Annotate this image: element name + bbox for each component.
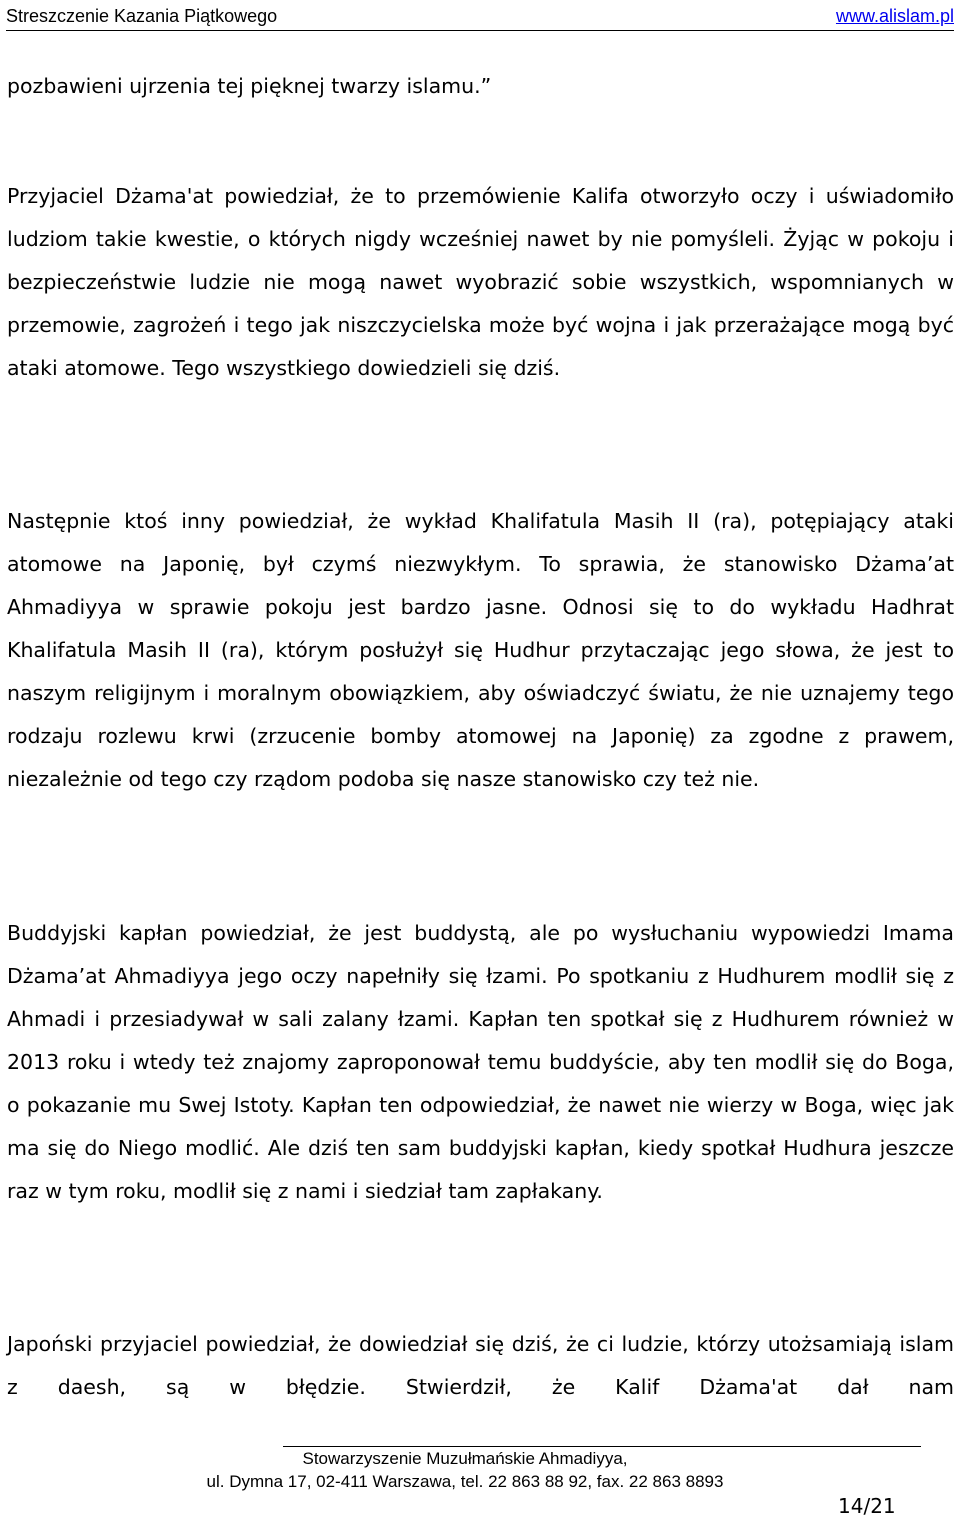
- paragraph-2: Przyjaciel Dżama'at powiedział, że to przemówienie Kalifa otworzyło oczy i uświadomiło ludziom takie kwestie, o których nigdy wcześniej nawet by nie pomyśleli. Żyjąc w pokoju i bezpieczeństwie ludzie nie mogą nawet wyobrazić sobie wszystkich, wspomnianych w przemowie, zagrożeń i tego jak niszczycielska może być wojna i jak przerażające mogą być ataki atomowe. Tego wszystkiego dowiedzieli się dziś.: [7, 184, 954, 380]
- paragraph-1: pozbawieni ujrzenia tej pięknej twarzy islamu.”: [7, 74, 492, 98]
- page-header: [6, 4, 954, 31]
- paragraph-5: Japoński przyjaciel powiedział, że dowiedział się dziś, że ci ludzie, którzy utożsamiają islam z daesh, są w błędzie. Stwierdził, że Kalif Dżama'at dał nam: [7, 1332, 954, 1399]
- document-title: Streszczenie Kazania Piątkowego: [6, 6, 278, 26]
- footer-organization: Stowarzyszenie Muzułmańskie Ahmadiyya,: [302, 1449, 628, 1468]
- website-link[interactable]: www.alislam.pl: [835, 6, 954, 26]
- footer-divider: [283, 1446, 921, 1447]
- paragraph-3: Następnie ktoś inny powiedział, że wykład Khalifatula Masih II (ra), potępiający ataki atomowe na Japonię, był czymś niezwykłym. To sprawia, że stanowisko Dżama’at Ahmadiyya w sprawie pokoju jest bardzo jasne. Odnosi się to do wykładu Hadhrat Khalifatula Masih II (ra), którym posłużył się Hudhur przytaczając jego słowa, że jest to naszym religijnym i moralnym obowiązkiem, aby oświadczyć światu, że nie uznajemy tego rodzaju rozlewu krwi (zrzucenie bomby atomowej na Japonię) za zgodne z prawem, niezależnie od tego czy rządom podoba się nasze stanowisko czy też nie.: [7, 509, 954, 791]
- paragraph-4: Buddyjski kapłan powiedział, że jest buddystą, ale po wysłuchaniu wypowiedzi Imama Dżama’at Ahmadiyya jego oczy napełniły się łzami. Po spotkaniu z Hudhurem modlił się z Ahmadi i przesiadywał w sali zalany łzami. Kapłan ten spotkał się z Hudhurem również w 2013 roku i wtedy też znajomy zaproponował temu buddyście, aby ten modlił się do Boga, o pokazanie mu Swej Istoty. Kapłan ten odpowiedział, że nawet nie wierzy w Boga, więc jak ma się do Niego modlić. Ale dziś ten sam buddyjski kapłan, kiedy spotkał Hudhura jeszcze raz w tym roku, modlił się z nami i siedział tam zapłakany.: [7, 921, 954, 1203]
- footer-address: ul. Dymna 17, 02-411 Warszawa, tel. 22 863 88 92, fax. 22 863 8893: [206, 1472, 724, 1491]
- page-number: 14/21: [838, 1494, 896, 1518]
